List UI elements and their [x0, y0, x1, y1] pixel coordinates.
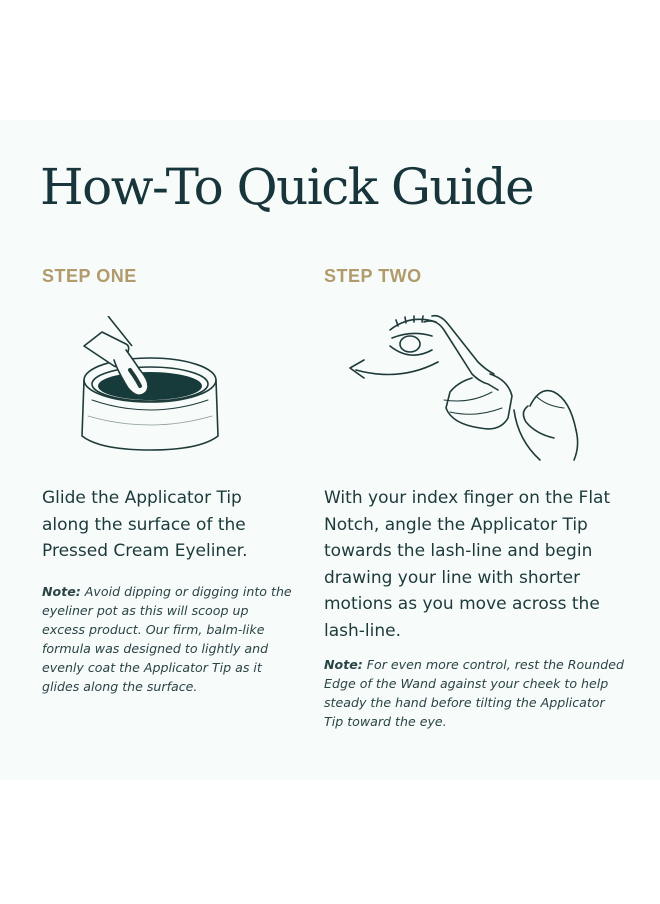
page-title: How-To Quick Guide	[40, 158, 534, 216]
step-two-instructions: With your index finger on the Flat Notch, angle the Applicator Tip towards the lash-line and begin drawing your line with shorter motions as you move across the lash-line.	[324, 488, 611, 641]
step-one-note	[42, 582, 292, 696]
step-two-note-text: For even more control, rest the Rounded Edge of the Wand against your cheek to help steady the hand before tilting the Applicator Tip toward the eye.	[324, 657, 624, 729]
eyeliner-pot-applicator-icon	[70, 316, 230, 456]
step-one-note-text: Avoid dipping or digging into the eyeliner pot as this will scoop up excess product. Our firm, balm-like formula was designed to lightly and evenly coat the Applicator Tip as it glides along the surface.	[42, 584, 292, 694]
step-two-label: STEP TWO	[324, 266, 422, 286]
step-one-note-label: Note:	[42, 584, 81, 599]
step-two-note	[324, 655, 624, 731]
step-two-note-label: Note:	[324, 657, 363, 672]
step-one-instructions: Glide the Applicator Tip along the surface of the Pressed Cream Eyeliner.	[42, 488, 248, 561]
eye-lash-line-application-icon	[340, 300, 590, 465]
step-one-label: STEP ONE	[42, 266, 137, 286]
